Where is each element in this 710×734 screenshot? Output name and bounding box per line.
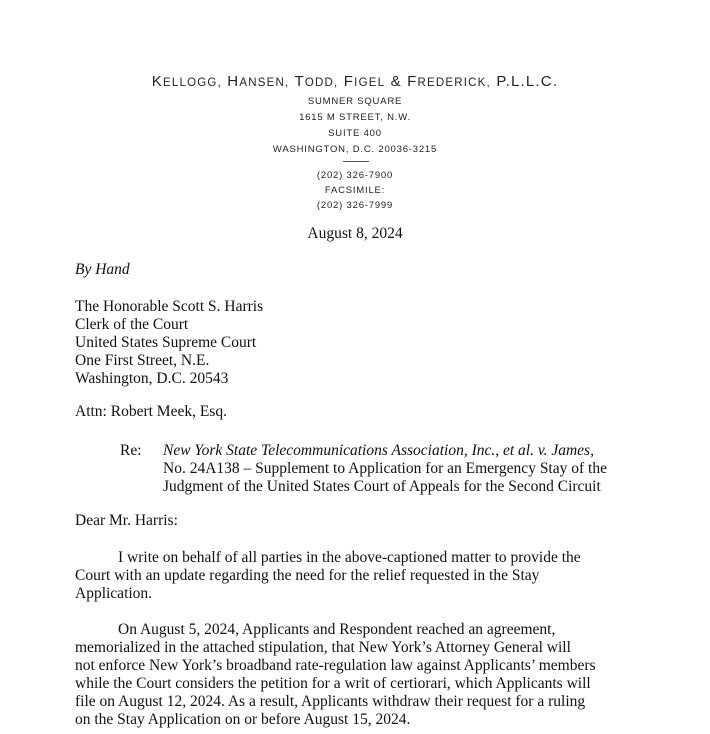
- attention-line: Attn: Robert Meek, Esq.: [75, 403, 227, 420]
- fax: (202) 326-7999: [316, 200, 394, 211]
- paragraph-line: while the Court considers the petition for a writ of certiorari, which Applicants will: [75, 675, 591, 692]
- address-line: 1615 M STREET, N.W.: [299, 112, 411, 123]
- address-line: SUMNER SQUARE: [307, 96, 403, 107]
- recipient-line: Washington, D.C. 20543: [75, 370, 229, 387]
- paragraph-line: Application.: [75, 585, 153, 602]
- paragraph-line: on the Stay Application on or before August 15, 2024.: [75, 711, 411, 728]
- re-line: Judgment of the United States Court of Appeals for the Second Circuit: [163, 478, 601, 495]
- paragraph-line: not enforce New York’s broadband rate-regulation law against Applicants’ members: [75, 657, 596, 674]
- fax-label: FACSIMILE:: [324, 185, 386, 196]
- recipient-line: One First Street, N.E.: [75, 352, 210, 369]
- recipient-line: United States Supreme Court: [75, 334, 257, 351]
- salutation: Dear Mr. Harris:: [75, 512, 178, 529]
- firm-name: KELLOGG, HANSEN, TODD, FIGEL & FREDERICK, P.L.L.C.: [151, 73, 559, 90]
- paragraph-line: I write on behalf of all parties in the above-captioned matter to provide the: [118, 549, 581, 566]
- recipient-line: The Honorable Scott S. Harris: [75, 298, 264, 315]
- delivery-method: By Hand: [75, 261, 130, 278]
- recipient-line: Clerk of the Court: [75, 316, 189, 333]
- re-line: No. 24A138 – Supplement to Application for an Emergency Stay of the: [163, 460, 607, 477]
- re-label: Re:: [120, 442, 142, 459]
- address-line: SUITE 400: [328, 128, 382, 139]
- re-case-name: New York State Telecommunications Association, Inc., et al. v. James,: [163, 442, 594, 459]
- paragraph-line: file on August 12, 2024. As a result, Applicants withdraw their request for a ruling: [75, 693, 586, 710]
- paragraph-line: On August 5, 2024, Applicants and Respondent reached an agreement,: [118, 621, 556, 638]
- divider: [343, 161, 369, 162]
- phone: (202) 326-7900: [316, 170, 394, 181]
- address-line: WASHINGTON, D.C. 20036-3215: [272, 144, 438, 155]
- paragraph-line: Court with an update regarding the need for the relief requested in the Stay: [75, 567, 540, 584]
- paragraph-line: memorialized in the attached stipulation, that New York’s Attorney General will: [75, 639, 571, 656]
- date: August 8, 2024: [307, 225, 403, 242]
